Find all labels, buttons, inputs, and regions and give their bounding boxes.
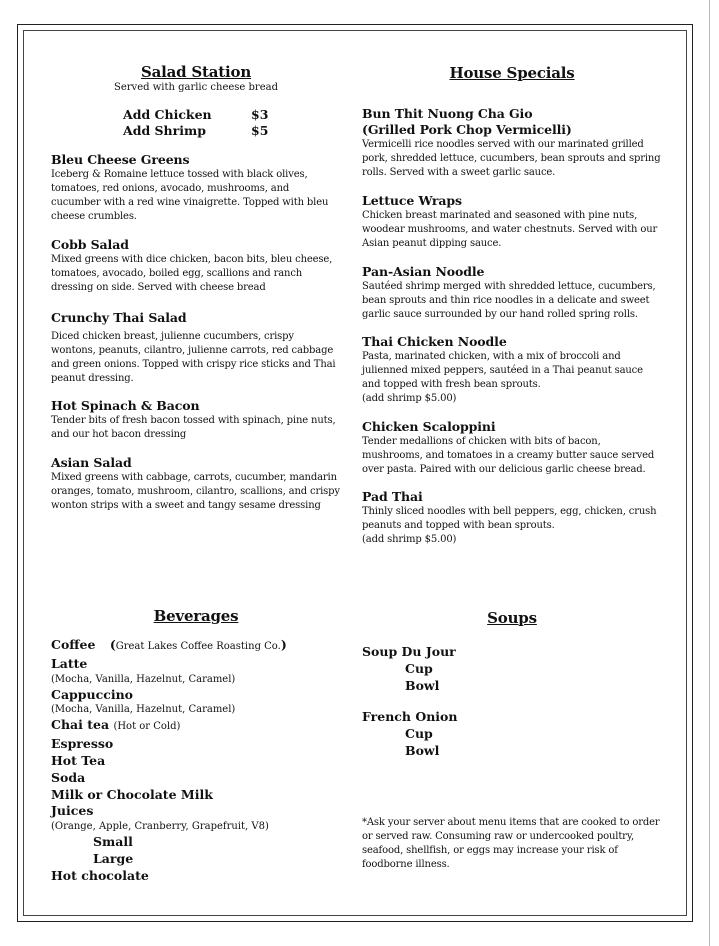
salad-station-title: Salad Station [140,63,252,81]
salad-station-section [51,63,341,139]
salad-item [51,310,341,386]
special-item-name: Thai Chicken Noodle [362,334,507,349]
beverage-name: Chai tea [51,717,110,733]
special-item-name: Lettuce Wraps [362,193,462,208]
beverages-title: Beverages [153,607,239,625]
soups-title: Soups [487,609,537,627]
beverage-juices-flavors: (Orange, Apple, Cranberry, Grapefruit, V8) [51,821,269,833]
soup-item [362,709,662,759]
salad-item-desc: Mixed greens with cabbage, carrots, cucumber, mandarin oranges, tomato, mushroom, cilantro, scallions, and crispy wonton strips with a sweet and tangy sesame dressing [51,472,340,511]
beverage-soda: Soda [51,769,86,785]
beverages-list [51,637,341,885]
special-item [362,334,662,406]
soup-size-cup: Cup [405,660,433,676]
salad-item-name: Asian Salad [51,455,132,470]
paren-close: ) [280,637,287,652]
soup-size-bowl: Bowl [405,677,440,693]
beverage-note: (Hot or Cold) [113,721,181,733]
beverage-cappuccino: Cappuccino [51,686,134,702]
notice-text: *Ask your server about menu items that are cooked to order or served raw. Consuming raw or undercooked poultry, seafood, shellfish, or eggs may increase your risk of foodborne illness. [362,817,660,870]
special-item-name: Pan-Asian Noodle [362,264,485,279]
special-item-name: Bun Thit Nuong Cha Gio [362,106,533,121]
beverage-latte: Latte [51,655,88,671]
beverages-section [51,607,341,625]
salad-item [51,152,341,224]
special-item-name: Chicken Scaloppini [362,419,496,434]
salad-item-desc: Tender bits of fresh bacon tossed with spinach, pine nuts, and our hot bacon dressing [51,415,336,440]
special-item-subname: (Grilled Pork Chop Vermicelli) [362,122,572,137]
food-safety-notice [362,816,660,872]
paren-open: ( [109,637,116,652]
special-item [362,264,662,322]
addon-name: Add Shrimp [123,123,206,138]
special-item [362,193,662,251]
special-item-desc: Chicken breast marinated and seasoned with pine nuts, woodear mushrooms, and water chestnuts. Served with our Asian peanut dipping sauce. [362,210,658,249]
special-item-note: (add shrimp $5.00) [362,393,457,404]
special-item [362,106,662,180]
beverage-chai [51,717,341,736]
beverage-cappuccino-flavors: (Mocha, Vanilla, Hazelnut, Caramel) [51,704,236,716]
soup-name: Soup Du Jour [362,644,456,659]
beverage-coffee [51,637,341,656]
special-item [362,419,662,477]
salad-item-desc: Iceberg & Romaine lettuce tossed with black olives, tomatoes, red onions, avocado, mushrooms, and cucumber with a red wine vinaigrette. Topped with bleu cheese crumbles. [51,169,329,222]
special-item-name: Pad Thai [362,489,423,504]
special-item-note: (add shrimp $5.00) [362,534,457,545]
salad-item [51,455,341,513]
addon-price: $5 [251,123,269,138]
juice-size-small: Small [93,834,133,850]
soup-size-bowl: Bowl [405,742,440,758]
salad-item-desc: Diced chicken breast, julienne cucumbers, crispy wontons, peanuts, cilantro, julienne carrots, red cabbage and green onions. Topped with crispy rice sticks and Thai peanut dressing. [51,331,336,384]
salad-item-desc: Mixed greens with dice chicken, bacon bits, bleu cheese, tomatoes, avocado, boiled egg, scallions and ranch dressing on side. Served with cheese bread [51,254,333,293]
beverage-latte-flavors: (Mocha, Vanilla, Hazelnut, Caramel) [51,673,236,685]
beverage-note: Great Lakes Coffee Roasting Co. [115,641,281,652]
salad-item-name: Bleu Cheese Greens [51,152,190,167]
addon-chicken [51,107,341,123]
salad-item-name: Cobb Salad [51,237,129,252]
soup-item [362,644,662,694]
beverage-juices: Juices [51,803,94,819]
special-item-desc: Thinly sliced noodles with bell peppers, egg, chicken, crush peanuts and topped with bean sprouts. [362,506,657,531]
salad-item [51,398,341,442]
addon-name: Add Chicken [123,107,212,122]
special-item-desc: Vermicelli rice noodles served with our marinated grilled pork, shredded lettuce, cucumbers, bean sprouts and spring rolls. Served with a sweet garlic sauce. [362,139,661,178]
beverage-hot-tea: Hot Tea [51,752,106,768]
addon-shrimp [51,123,341,139]
salad-item [51,237,341,295]
special-item-desc: Tender medallions of chicken with bits of bacon, mushrooms, and tomatoes in a creamy butter sauce served over pasta. Paired with our delicious garlic cheese bread. [362,436,655,475]
special-item [362,489,662,547]
page-edge-line [709,0,710,946]
beverage-hot-chocolate: Hot chocolate [51,867,149,883]
addon-price: $3 [251,107,269,122]
house-specials-title: House Specials [449,64,575,82]
beverage-name: Coffee [51,637,96,652]
beverage-espresso: Espresso [51,736,114,752]
special-item-desc: Pasta, marinated chicken, with a mix of broccoli and julienned mixed peppers, sautéed in a Thai peanut sauce and topped with fresh bean sprouts. [362,351,643,390]
beverage-milk: Milk or Chocolate Milk [51,786,213,802]
soup-size-cup: Cup [405,725,433,741]
soups-section [362,609,662,627]
salad-item-name: Hot Spinach & Bacon [51,398,200,413]
juice-size-large: Large [93,850,134,866]
house-specials-section [362,64,662,82]
soup-name: French Onion [362,709,458,724]
special-item-desc: Sautéed shrimp merged with shredded lettuce, cucumbers, bean sprouts and thin rice noodles in a delicate and sweet garlic sauce surrounded by our hand rolled spring rolls. [362,281,656,320]
salad-item-name: Crunchy Thai Salad [51,310,187,325]
salad-station-subtitle: Served with garlic cheese bread [114,82,278,93]
